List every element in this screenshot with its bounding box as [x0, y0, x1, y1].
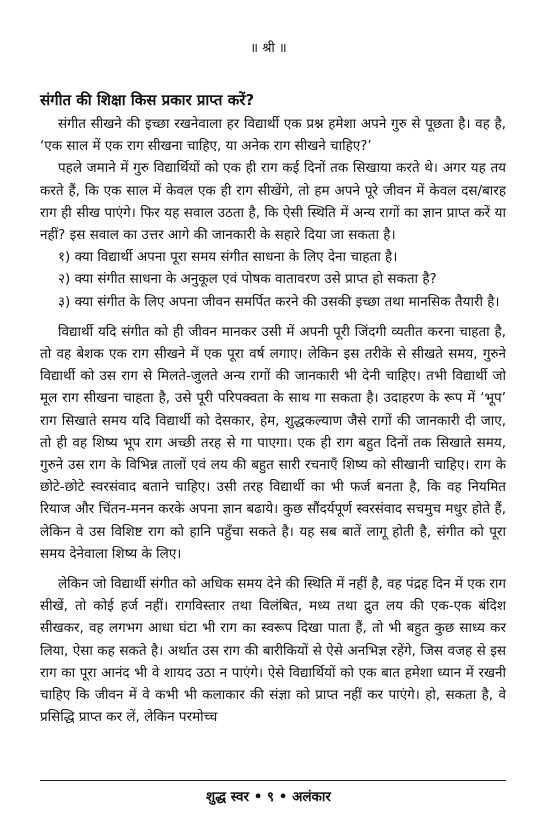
section-heading: संगीत की शिक्षा किस प्रकार प्राप्त करें? [40, 91, 255, 109]
paragraph-intro: संगीत सीखने की इच्छा रखनेवाला हर विद्यार्थी एक प्रश्न हमेशा अपने गुरु से पूछता है। वह है, ‘एक साल में एक राग सीखना चाहिए, या अनेक राग सीखने चाहिए?’ [40, 116, 506, 155]
list-item: १) क्या विद्यार्थी अपना पूरा समय संगीत साधना के लिए देना चाहता है। [58, 249, 398, 266]
list-item: ३) क्या संगीत के लिए अपना जीवन समर्पित करने की उसकी इच्छा तथा मानसिक तैयारी है। [58, 293, 500, 310]
footer-divider [40, 780, 506, 781]
page-footer: शुद्ध स्वर • ९ • अलंकार [206, 789, 331, 805]
paragraph-full-time-student: विद्यार्थी यदि संगीत को ही जीवन मानकर उसी में अपनी पूरी जिंदगी व्यतीत करना चाहता है, तो वह बेशक एक राग सीखने में एक पूरा वर्ष लगाए। लेकिन इस तरीके से सीखते समय, गुरुने विद्यार्थी को उस राग से मिलते-जुलते अन्य रागों की जानकारी भी देनी चाहिए। तभी विद्यार्थी जो मूल राग सीखना चाहता है, उसे पूरी परिपक्वता के साथ गा सकता है। उदाहरण के रूप में ‘भूप’ राग सिखाते समय यदि विद्यार्थी को देसकार, हेम, शुद्धकल्याण जैसे रागों की जानकारी दी जाए, तो ही वह शिष्य भूप राग अच्छी तरह से गा पाएगा। एक ही राग बहुत दिनों तक सिखाते समय, गुरुने उस राग के विभिन्न तालों एवं लय की बहुत सारी रचनाएँ शिष्य को सीखानी चाहिए। राग के छोटे-छोटे स्वरसंवाद बताने चाहिए। उसी तरह विद्यार्थी का भी फर्ज बनता है, कि वह नियमित रियाज और चिंतन-मनन करके अपना ज्ञान बढाये। कुछ सौंदर्यपूर्ण स्वरसंवाद सचमुच मधुर होते हैं, लेकिन वे उस विशिष्ट राग को हानि पहुँचा सकते है। यह सब बातें लागू होती है, संगीत को पूरा समय देनेवाला शिष्य के लिए। [40, 323, 506, 562]
list-item: २) क्या संगीत साधना के अनुकूल एवं पोषक वातावरण उसे प्राप्त हो सकता है? [58, 271, 437, 288]
paragraph-part-time-student: लेकिन जो विद्यार्थी संगीत को अधिक समय देने की स्थिति में नहीं है, वह पंद्रह दिन में एक राग सीखें, तो कोई हर्ज नहीं। रागविस्तार तथा विलंबित, मध्य तथा द्रुत लय की एक-एक बंदिश सीखकर, वह लगभग आधा घंटा भी राग का स्वरूप दिखा पाता हैं, तो भी बहुत कुछ साध्य कर लिया, ऐसा कह सकते है। अर्थात उस राग की बारीकियों से ऐसे अनभिज्ञ रहेंगे, जिस वजह से इस राग का पूरा आनंद भी वे शायद उठा न पाएंगे। ऐसे विद्यार्थियों को एक बात हमेशा ध्यान में रखनी चाहिए कि जीवन में वे कभी भी कलाकार की संज्ञा को प्राप्त नहीं कर पाएंगे। हो, सकता है, वे प्रसिद्धि प्राप्त कर लें, लेकिन परमोच्च [40, 576, 506, 726]
paragraph-history: पहले जमाने में गुरु विद्यार्थियों को एक ही राग कई दिनों तक सिखाया करते थे। अगर यह तय करते हैं, कि एक साल में केवल एक ही राग सीखेंगे, तो हम अपने पूरे जीवन में केवल दस/बारह राग ही सीख पाएंगे। फिर यह सवाल उठता है, कि ऐसी स्थिति में अन्य रागों का ज्ञान प्राप्त करें या नहीं? इस सवाल का उत्तर आगे की जानकारी के सहारे दिया जा सकता है। [40, 160, 506, 244]
article-body [40, 113, 506, 728]
page-header: ॥ श्री ॥ [250, 41, 287, 56]
